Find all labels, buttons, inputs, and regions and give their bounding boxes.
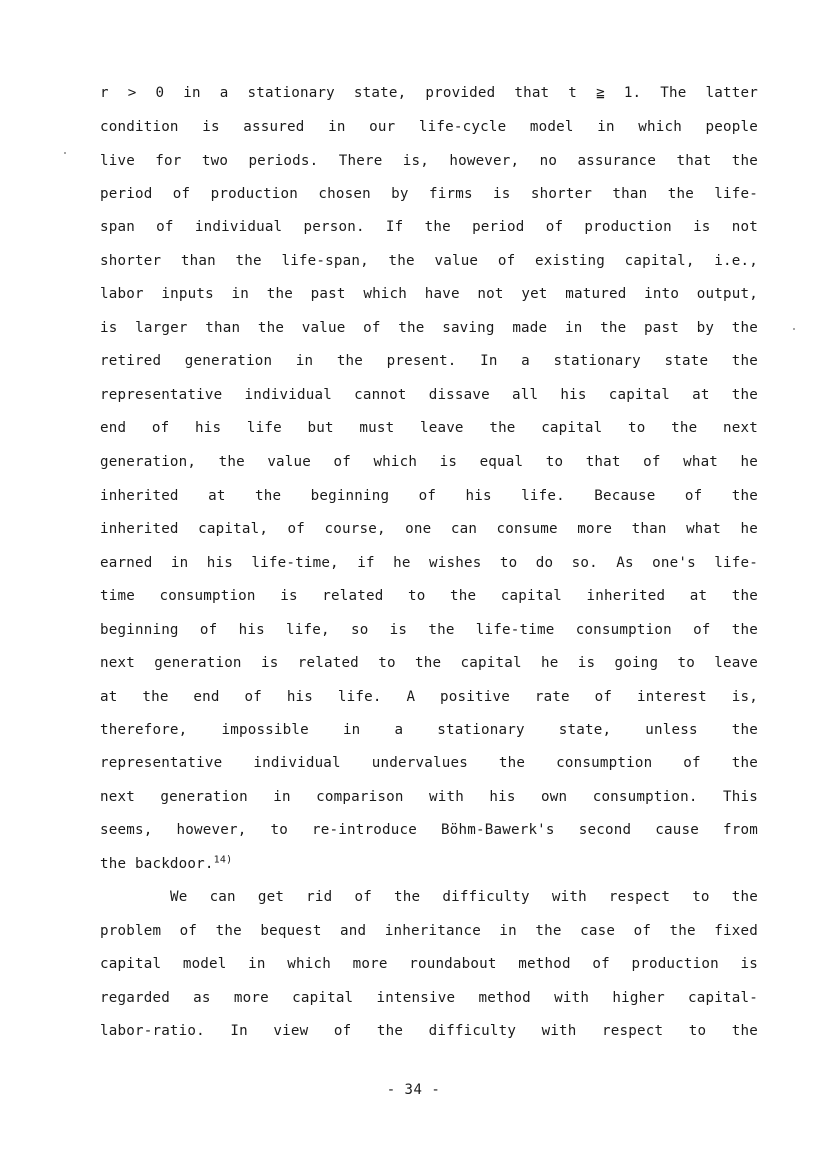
scan-speck <box>64 152 66 154</box>
text-line: r > 0 in a stationary state, provided that t ≧ 1. The latter <box>100 85 758 101</box>
text-line: We can get rid of the difficulty with respect to the <box>170 889 758 905</box>
text-line: condition is assured in our life-cycle model in which people <box>100 119 758 135</box>
text-line: labor-ratio. In view of the difficulty with respect to the <box>100 1023 758 1039</box>
page-number: - 34 - <box>386 1082 441 1098</box>
text-line: live for two periods. There is, however, no assurance that the <box>100 153 758 169</box>
scan-speck <box>793 328 795 330</box>
text-line: period of production chosen by firms is shorter than the life- <box>100 186 758 202</box>
text-line: seems, however, to re-introduce Böhm-Bawerk's second cause from <box>100 822 758 838</box>
text-line: generation, the value of which is equal to that of what he <box>100 454 758 470</box>
text-line: therefore, impossible in a stationary state, unless the <box>100 722 758 738</box>
text-line: capital model in which more roundabout method of production is <box>100 956 758 972</box>
text-line: is larger than the value of the saving made in the past by the <box>100 320 758 336</box>
text-line-last <box>100 854 758 874</box>
text-line: inherited capital, of course, one can consume more than what he <box>100 521 758 537</box>
text-line: at the end of his life. A positive rate of interest is, <box>100 689 758 705</box>
text-line: representative individual cannot dissave all his capital at the <box>100 387 758 403</box>
text-line: earned in his life-time, if he wishes to do so. As one's life- <box>100 555 758 571</box>
text-line: beginning of his life, so is the life-time consumption of the <box>100 622 758 638</box>
text-line: span of individual person. If the period of production is not <box>100 219 758 235</box>
text-line: retired generation in the present. In a stationary state the <box>100 353 758 369</box>
text-line: next generation in comparison with his own consumption. This <box>100 789 758 805</box>
footnote-marker: 14) <box>213 854 233 866</box>
text-line: next generation is related to the capital he is going to leave <box>100 655 758 671</box>
text-line: end of his life but must leave the capital to the next <box>100 420 758 436</box>
text-line: labor inputs in the past which have not yet matured into output, <box>100 286 758 302</box>
text-line: representative individual undervalues the consumption of the <box>100 755 758 771</box>
paragraph-end-text: the backdoor. <box>100 856 214 872</box>
text-line: regarded as more capital intensive method with higher capital- <box>100 990 758 1006</box>
text-line: time consumption is related to the capital inherited at the <box>100 588 758 604</box>
text-line: inherited at the beginning of his life. Because of the <box>100 488 758 504</box>
text-line: shorter than the life-span, the value of existing capital, i.e., <box>100 253 758 269</box>
text-line: problem of the bequest and inheritance in the case of the fixed <box>100 923 758 939</box>
